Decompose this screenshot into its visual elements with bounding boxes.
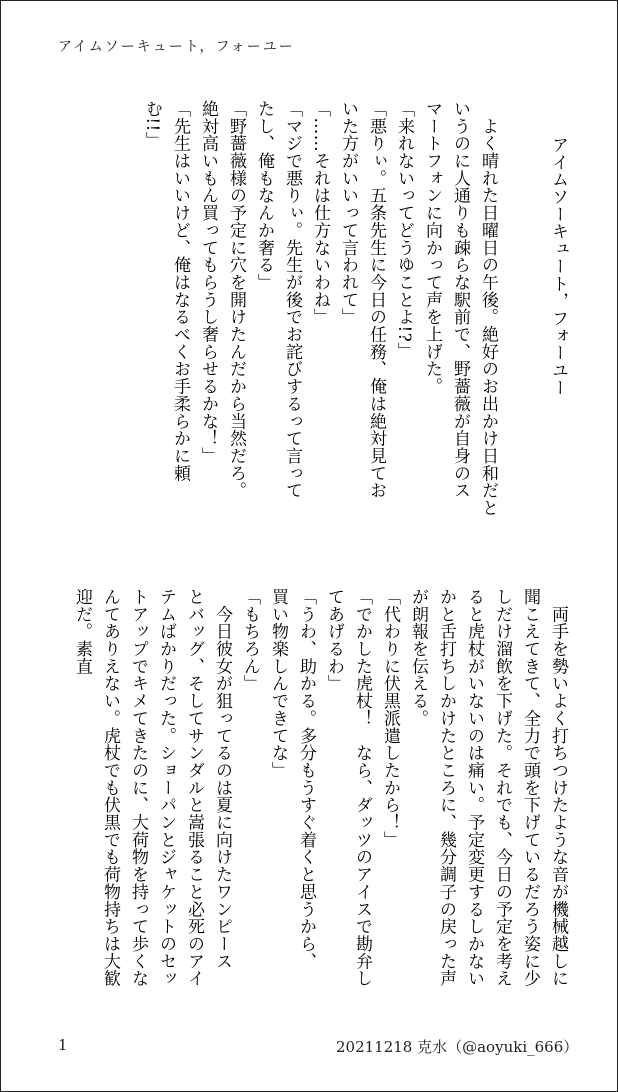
top-text-block (138, 100, 572, 540)
text-line: 「来れないってどうゆことよ!?」 (394, 100, 414, 360)
bottom-text-block (68, 588, 572, 988)
text-line: 絶対高いもん買ってもらうし奢らせるかな！」 (198, 100, 218, 465)
text-line: 迎だ。素直 (72, 588, 92, 675)
text-line: よく晴れた日曜日の午後。絶好のお出かけ日和だと (478, 100, 498, 517)
text-line: 「でかした虎杖！ なら、ダッツのアイスで勘弁し (352, 588, 372, 988)
page-number: 1 (58, 1036, 68, 1054)
text-line: 「うわ、助かる。多分もうすぐ着くと思うから、 (296, 588, 316, 970)
text-line: トアップでキメてきたのに、大荷物を持って歩くな (128, 588, 148, 988)
text-line: 「もちろん」 (240, 588, 260, 693)
text-line: 「野薔薇様の予定に穴を開けたんだから当然だろ。 (226, 100, 246, 500)
text-line: む!!」 (142, 100, 162, 150)
text-line: いた方がいいって言われて」 (338, 100, 358, 326)
text-line: 今日彼女が狙ってるのは夏に向けたワンピース (212, 588, 232, 970)
running-header: アイムソーキュート，フォーユー (58, 39, 295, 55)
footer-credit: 20211218 克水（@aoyuki_666） (336, 1038, 579, 1056)
text-line: てあげるわ」 (324, 588, 344, 693)
text-line: とバッグ、そしてサンダルと嵩張ること必死のアイ (184, 588, 204, 988)
text-line: 「悪りぃ。五条先生に今日の任務、俺は絶対見てお (366, 100, 386, 500)
text-line: かと舌打ちしかけたところに、幾分調子の戻った声 (436, 588, 456, 988)
text-line: 「マジで悪りぃ。先生が後でお詫びするって言って (282, 100, 302, 500)
text-line: 「……それは仕方ないわね」 (310, 100, 330, 326)
text-line: いうのに人通りも疎らな駅前で、野薔薇が自身のス (450, 100, 470, 500)
text-line: んてありえない。虎杖でも伏黒でも荷物持ちは大歓 (100, 588, 120, 988)
text-line: 「先生はいいけど、俺はなるべくお手柔らかに頼 (170, 100, 190, 482)
text-line: が朗報を伝える。 (408, 588, 428, 727)
text-line: ると虎杖がいないのは痛い。予定変更するしかない (464, 588, 484, 988)
text-line: 聞こえてきて、全力で頭を下げているだろう姿に少 (520, 588, 540, 988)
text-line: 両手を勢いよく打ちつけたような音が機械越しに (548, 588, 568, 988)
text-line: 買い物楽しんできてな」 (268, 588, 288, 779)
chapter-title: アイムソーキュート，フォーユー (548, 136, 568, 397)
text-line: テムばかりだった。ショーパンとジャケットのセッ (156, 588, 176, 988)
text-line: 「代わりに伏黒派遣したから！」 (380, 588, 400, 849)
text-line: たし、俺もなんか奢る」 (254, 100, 274, 291)
text-line: マートフォンに向かって声を上げた。 (422, 100, 442, 395)
text-line: しだけ溜飲を下げた。それでも、今日の予定を考え (492, 588, 512, 988)
